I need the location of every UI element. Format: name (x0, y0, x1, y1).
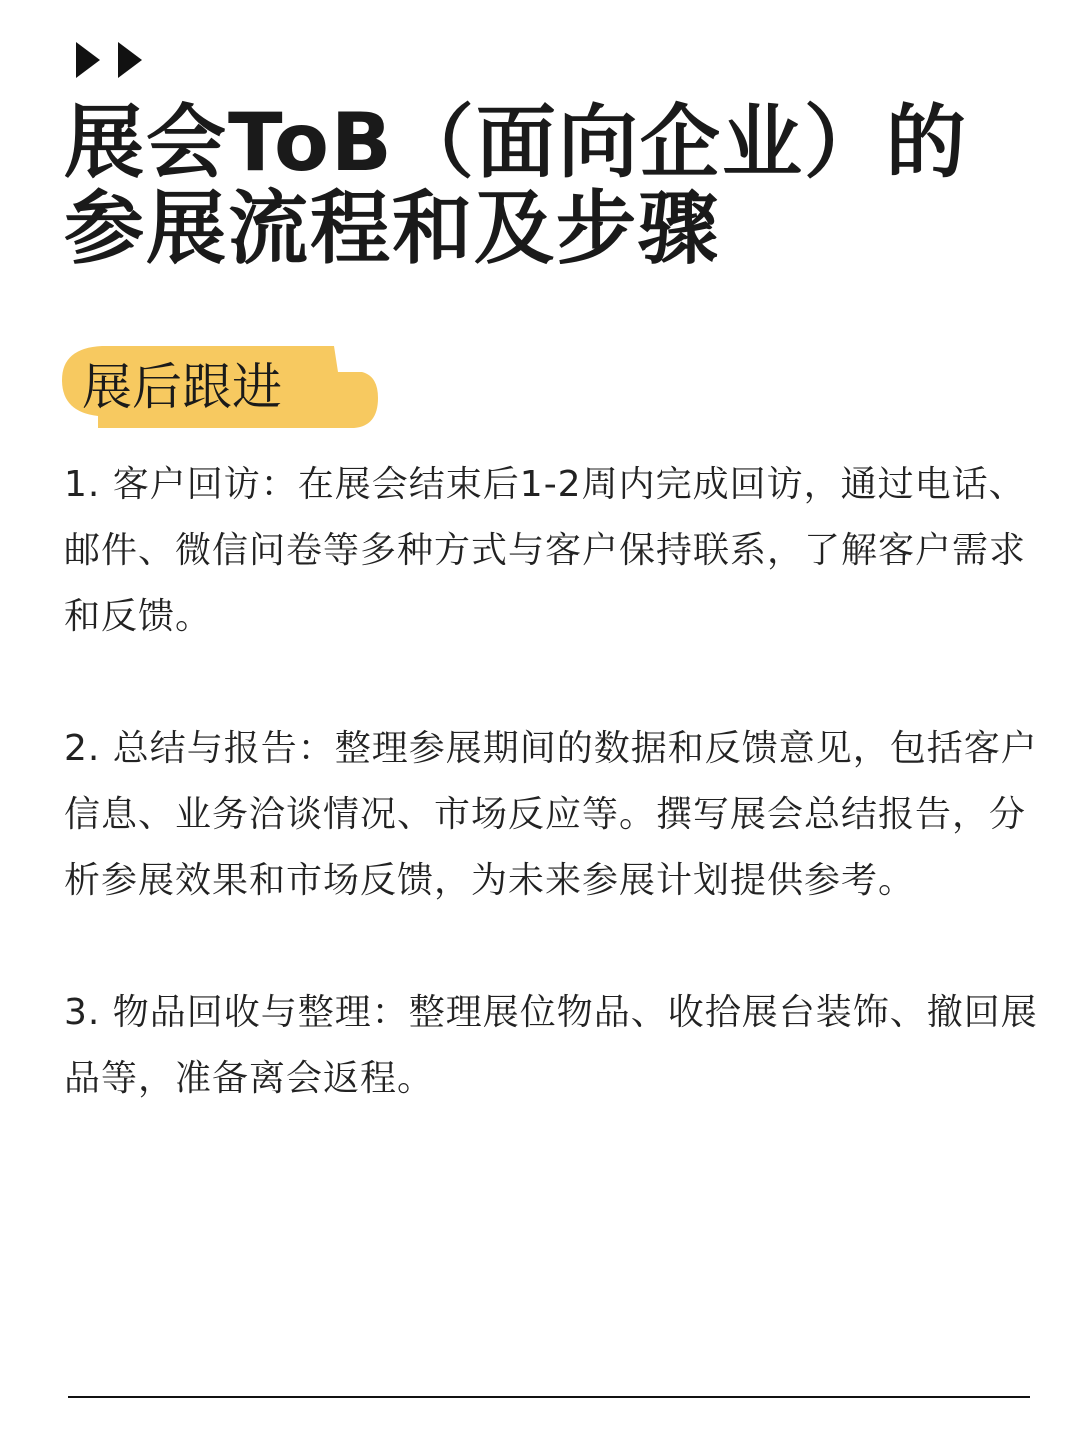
list-item: 1. 客户回访：在展会结束后1-2周内完成回访，通过电话、邮件、微信问卷等多种方式与客户保持联系，了解客户需求和反馈。 (64, 464, 1027, 637)
list-item: 3. 物品回收与整理：整理展位物品、收拾展台装饰、撤回展品等，准备离会返程。 (64, 992, 1038, 1099)
header-arrows (76, 42, 142, 78)
section-label: 展后跟进 (82, 358, 282, 416)
list-item: 2. 总结与报告：整理参展期间的数据和反馈意见，包括客户信息、业务洽谈情况、市场反应等。撰写展会总结报告，分析参展效果和市场反馈，为未来参展计划提供参考。 (64, 728, 1038, 901)
page-title (64, 96, 1044, 275)
play-arrow-icon (118, 42, 142, 78)
content-list (64, 452, 1054, 1112)
title-line-2: 参展流程和及步骤 (64, 182, 720, 275)
play-arrow-icon (76, 42, 100, 78)
section-tag (62, 346, 378, 428)
bottom-divider (68, 1396, 1030, 1398)
title-line-1: 展会ToB（面向企业）的 (64, 96, 968, 189)
